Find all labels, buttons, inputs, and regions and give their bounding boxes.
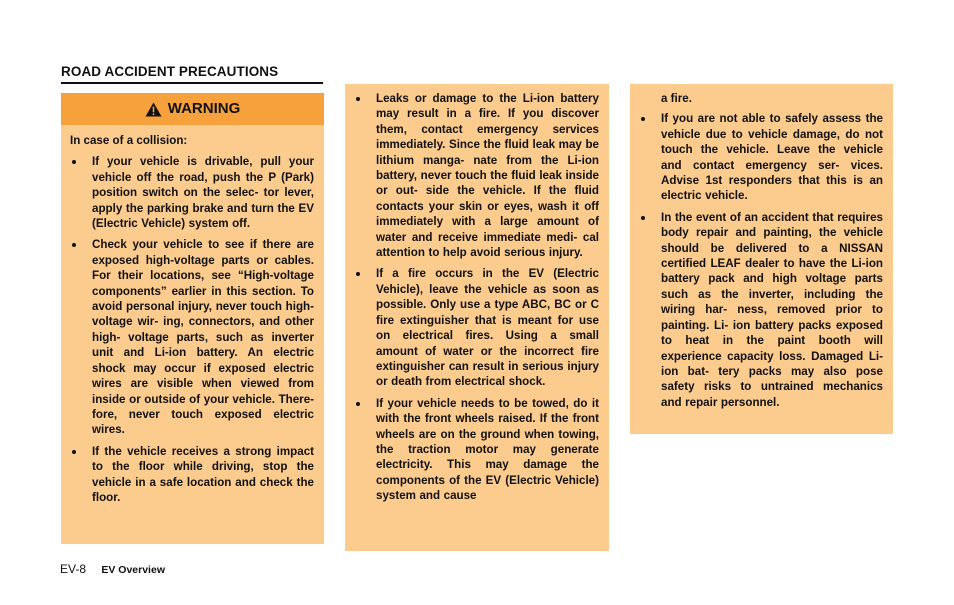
list-item: If you are not able to safely assess the vehicle due to vehicle damage, do not touch the vehicle. Leave the vehicle and contact emergency ser- vices. Advise 1st responders that this is an electric vehicle. [639, 111, 883, 203]
warning-heading: WARNING [167, 100, 241, 118]
warning-list-end [639, 111, 883, 410]
chapter-title: EV Overview [101, 564, 165, 576]
continued-text: a fire. [661, 92, 692, 105]
warning-box-end [630, 84, 893, 434]
section-title: ROAD ACCIDENT PRECAUTIONS [61, 64, 323, 84]
warning-triangle-icon [145, 102, 162, 117]
list-item: Check your vehicle to see if there are exposed high-voltage parts or cables. For their locations, see “High-voltage components” earlier in this section. To avoid personal injury, never touch high-voltage wir- ing, connectors, and other high- voltage parts, such as inverter unit and Li-ion battery. An electric shock may occur if exposed electric wires are visible when viewed from inside or outside of your vehicle. There- fore, never touch exposed electric wires. [70, 237, 314, 437]
list-item: If the vehicle receives a strong impact to the floor while driving, stop the vehicle in a safe location and check the floor. [70, 444, 314, 506]
warning-list-continued [354, 91, 599, 504]
list-item: In the event of an accident that requires body repair and painting, the vehicle should be delivered to a NISSAN certified LEAF dealer to have the Li-ion battery pack and high voltage parts such as the inverter, including the wiring har- ness, removed prior to painting. Li- ion battery packs exposed to heat in the paint booth will experience capacity loss. Damaged Li-ion bat- tery packs may also pose safety risks to untrained mechanics and repair personnel. [639, 210, 883, 410]
list-item: If your vehicle needs to be towed, do it with the front wheels raised. If the front wheels are on the ground when towing, the traction motor may generate electricity. This may damage the components of the EV (Electric Vehicle) system and cause [354, 396, 599, 504]
page-number: EV-8 [60, 562, 87, 576]
list-item: If your vehicle is drivable, pull your vehicle off the road, push the P (Park) position switch on the selec- tor lever, apply the parking brake and turn the EV (Electric Vehicle) system off. [70, 154, 314, 231]
list-item: If a fire occurs in the EV (Electric Vehicle), leave the vehicle as soon as possible. Only use a type ABC, BC or C fire extinguisher that is meant for use on electrical fires. Using a small amount of water or the incorrect fire extinguisher can result in serious injury or death from electrical shock. [354, 266, 599, 389]
list-item: Leaks or damage to the Li-ion battery may result in a fire. If you discover them, contact emergency services immediately. Since the fluid leak may be lithium manga- nate from the Li-ion battery, never touch the fluid leak inside or out- side the vehicle. If the fluid contacts your skin or eyes, wash it off immediately with a large amount of water and receive immediate medi- cal attention to help avoid serious injury. [354, 91, 599, 260]
warning-header [61, 93, 324, 125]
warning-list [61, 154, 324, 505]
warning-intro: In case of a collision: [70, 134, 188, 147]
warning-box-continued [345, 84, 609, 551]
warning-box [61, 93, 324, 544]
page-footer [60, 562, 165, 576]
